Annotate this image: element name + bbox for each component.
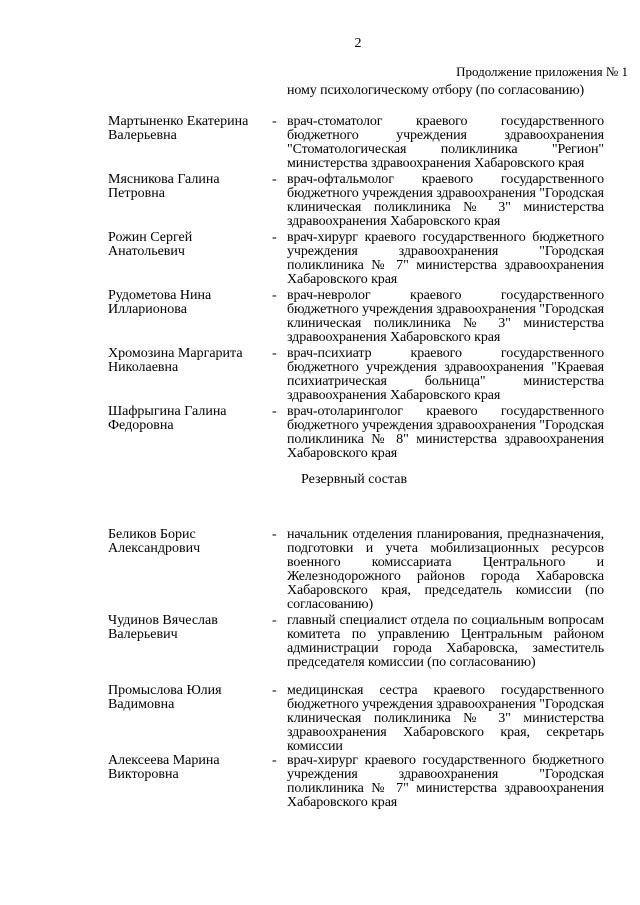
member-name: Мартыненко Екатерина Валерьевна <box>108 114 249 143</box>
member-dash: - <box>272 172 277 187</box>
page-number: 2 <box>354 36 362 51</box>
section-title-reserve: Резервный состав <box>301 472 408 487</box>
member-position: врач-хирург краевого государственного бюджетного учреждения здравоохранения "Городская поликлиника № 7" министерства здравоохранения Хабаровского края <box>287 753 604 810</box>
member-position: главный специалист отдела по социальным вопросам комитета по управлению Центральным районом администрации города Хабаровска, заместитель председателя комиссии (по согласованию) <box>287 613 604 670</box>
member-name: Шафрыгина Галина Федоровна <box>108 404 227 433</box>
member-name: Рудометова Нина Илларионова <box>108 288 212 317</box>
continuation-note: Продолжение приложения № 1 <box>456 64 628 79</box>
member-name: Мясникова Галина Петровна <box>108 172 220 201</box>
member-name: Алексеева Марина Викторовна <box>108 753 220 782</box>
member-dash: - <box>272 114 277 129</box>
member-dash: - <box>272 404 277 419</box>
member-name: Промыслова Юлия Вадимовна <box>108 683 222 712</box>
member-position: начальник отделения планирования, предназначения, подготовки и учета мобилизационных ресурсов военного комиссариата Центрального и Железнодорожного районов города Хабаровска Хабаровского края, председатель комиссии (по согласованию) <box>287 527 604 612</box>
member-name: Рожин Сергей Анатольевич <box>108 230 193 259</box>
member-position: врач-психиатр краевого государственного бюджетного учреждения здравоохранения "Краевая психиатрическая больница" министерства здравоохранения Хабаровского края <box>287 346 604 403</box>
member-position: врач-невролог краевого государственного бюджетного учреждения здравоохранения "Городская клиническая поликлиника № 3" министерства здравоохранения Хабаровского края <box>287 288 604 345</box>
intro-text: ному психологическому отбору (по согласованию) <box>287 83 585 98</box>
member-position: врач-отоларинголог краевого государственного бюджетного учреждения здравоохранения "Городская поликлиника № 8" министерства здравоохранения Хабаровского края <box>287 404 604 461</box>
member-dash: - <box>272 753 277 768</box>
member-dash: - <box>272 288 277 303</box>
member-position: врач-хирург краевого государственного бюджетного учреждения здравоохранения "Городская поликлиника № 7" министерства здравоохранения Хабаровского края <box>287 230 604 287</box>
member-dash: - <box>272 527 277 542</box>
member-name: Хромозина Маргарита Николаевна <box>108 346 243 375</box>
member-position: медицинская сестра краевого государственного бюджетного учреждения здравоохранения "Городская клиническая поликлиника № 3" министерства здравоохранения Хабаровского края, секретарь комиссии <box>287 683 604 754</box>
member-dash: - <box>272 683 277 698</box>
member-dash: - <box>272 346 277 361</box>
member-name: Чудинов Вячеслав Валерьевич <box>108 613 218 642</box>
member-dash: - <box>272 613 277 628</box>
member-name: Беликов Борис Александрович <box>108 527 201 556</box>
member-dash: - <box>272 230 277 245</box>
member-position: врач-стоматолог краевого государственного бюджетного учреждения здравоохранения "Стоматологическая поликлиника "Регион" министерства здравоохранения Хабаровского края <box>287 114 604 171</box>
member-position: врач-офтальмолог краевого государственного бюджетного учреждения здравоохранения "Городская клиническая поликлиника № 3" министерства здравоохранения Хабаровского края <box>287 172 604 229</box>
